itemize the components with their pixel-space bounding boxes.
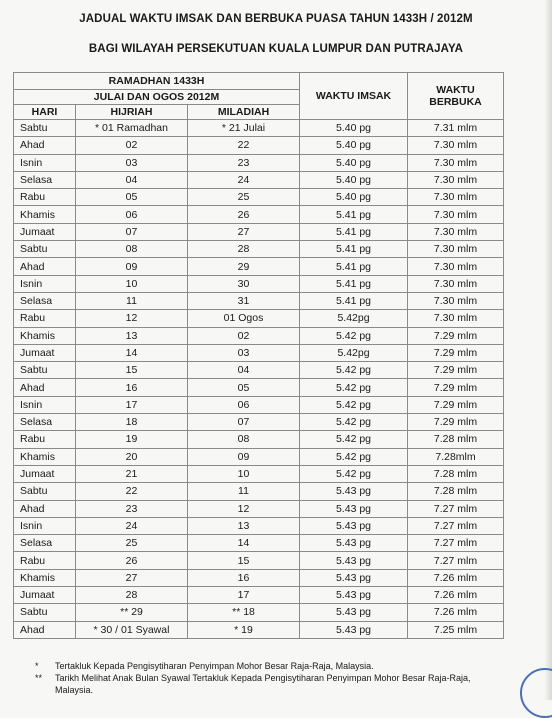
table-row — [14, 448, 504, 465]
cell-hijriah: 26 — [76, 552, 188, 569]
header-ramadhan: RAMADHAN 1433H — [14, 73, 300, 90]
cell-miladiah: 22 — [188, 137, 300, 154]
cell-hijriah: 27 — [76, 569, 188, 586]
cell-miladiah: 06 — [188, 396, 300, 413]
cell-hijriah: 09 — [76, 258, 188, 275]
cell-hari: Rabu — [14, 189, 76, 206]
cell-waktu-berbuka: 7.30 mlm — [408, 223, 504, 240]
cell-miladiah: 09 — [188, 448, 300, 465]
footnote-text: Tarikh Melihat Anak Bulan Syawal Tertakluk Kepada Pengisytiharan Penyimpan Mohor Besar Raja-Raja, Malaysia. — [55, 673, 471, 695]
cell-miladiah: 02 — [188, 327, 300, 344]
cell-waktu-imsak: 5.41 pg — [300, 241, 408, 258]
table-row — [14, 569, 504, 586]
cell-hijriah: 23 — [76, 500, 188, 517]
footnote-mark: * — [35, 661, 39, 671]
table-row — [14, 362, 504, 379]
cell-hari: Ahad — [14, 500, 76, 517]
cell-hari: Ahad — [14, 258, 76, 275]
cell-hari: Sabtu — [14, 120, 76, 137]
cell-waktu-imsak: 5.42 pg — [300, 465, 408, 482]
cell-waktu-imsak: 5.41 pg — [300, 206, 408, 223]
cell-miladiah: 04 — [188, 362, 300, 379]
table-row — [14, 396, 504, 413]
cell-hari: Ahad — [14, 379, 76, 396]
cell-hari: Sabtu — [14, 604, 76, 621]
official-seal-partial — [520, 668, 552, 718]
cell-miladiah: 14 — [188, 535, 300, 552]
cell-miladiah: 08 — [188, 431, 300, 448]
cell-waktu-imsak: 5.42 pg — [300, 379, 408, 396]
cell-hari: Selasa — [14, 171, 76, 188]
cell-miladiah: 16 — [188, 569, 300, 586]
cell-hijriah: 21 — [76, 465, 188, 482]
cell-miladiah: 12 — [188, 500, 300, 517]
cell-miladiah: * 19 — [188, 621, 300, 638]
cell-hari: Rabu — [14, 431, 76, 448]
cell-waktu-berbuka: 7.30 mlm — [408, 275, 504, 292]
cell-hari: Sabtu — [14, 483, 76, 500]
cell-hijriah: ** 29 — [76, 604, 188, 621]
cell-waktu-imsak: 5.43 pg — [300, 535, 408, 552]
cell-miladiah: ** 18 — [188, 604, 300, 621]
cell-waktu-berbuka: 7.30 mlm — [408, 292, 504, 309]
page-edge-shadow — [544, 0, 552, 700]
cell-miladiah: 29 — [188, 258, 300, 275]
cell-hijriah: 14 — [76, 344, 188, 361]
cell-miladiah: 17 — [188, 587, 300, 604]
table-row — [14, 483, 504, 500]
cell-miladiah: 13 — [188, 517, 300, 534]
cell-hari: Selasa — [14, 535, 76, 552]
table-row — [14, 552, 504, 569]
cell-hari: Rabu — [14, 310, 76, 327]
cell-hijriah: 08 — [76, 241, 188, 258]
header-months: JULAI DAN OGOS 2012M — [14, 90, 300, 105]
cell-miladiah: 27 — [188, 223, 300, 240]
table-row — [14, 241, 504, 258]
cell-hari: Ahad — [14, 137, 76, 154]
cell-waktu-berbuka: 7.28 mlm — [408, 483, 504, 500]
cell-waktu-imsak: 5.42pg — [300, 310, 408, 327]
cell-miladiah: 23 — [188, 154, 300, 171]
table-row — [14, 189, 504, 206]
table-row — [14, 292, 504, 309]
cell-hijriah: 07 — [76, 223, 188, 240]
table-row — [14, 120, 504, 137]
cell-miladiah: * 21 Julai — [188, 120, 300, 137]
cell-waktu-imsak: 5.43 pg — [300, 500, 408, 517]
cell-miladiah: 10 — [188, 465, 300, 482]
cell-miladiah: 15 — [188, 552, 300, 569]
cell-hari: Khamis — [14, 569, 76, 586]
cell-waktu-berbuka: 7.30 mlm — [408, 241, 504, 258]
table-row — [14, 621, 504, 638]
table-row — [14, 379, 504, 396]
cell-waktu-imsak: 5.42 pg — [300, 448, 408, 465]
cell-miladiah: 07 — [188, 414, 300, 431]
cell-waktu-berbuka: 7.26 mlm — [408, 604, 504, 621]
cell-waktu-berbuka: 7.27 mlm — [408, 500, 504, 517]
cell-hijriah: 16 — [76, 379, 188, 396]
cell-hari: Jumaat — [14, 465, 76, 482]
cell-hijriah: 13 — [76, 327, 188, 344]
cell-miladiah: 05 — [188, 379, 300, 396]
cell-waktu-berbuka: 7.31 mlm — [408, 120, 504, 137]
table-row — [14, 465, 504, 482]
cell-waktu-berbuka: 7.26 mlm — [408, 587, 504, 604]
cell-hijriah: 02 — [76, 137, 188, 154]
cell-waktu-berbuka: 7.29 mlm — [408, 327, 504, 344]
cell-miladiah: 31 — [188, 292, 300, 309]
cell-hari: Isnin — [14, 275, 76, 292]
cell-waktu-berbuka: 7.30 mlm — [408, 258, 504, 275]
cell-hari: Sabtu — [14, 362, 76, 379]
table-row — [14, 327, 504, 344]
cell-waktu-berbuka: 7.30 mlm — [408, 206, 504, 223]
cell-waktu-imsak: 5.41 pg — [300, 275, 408, 292]
table-row — [14, 223, 504, 240]
cell-hari: Khamis — [14, 327, 76, 344]
header-hijriah: HIJRIAH — [76, 105, 188, 120]
table-row — [14, 206, 504, 223]
header-hari: HARI — [14, 105, 76, 120]
cell-hari: Isnin — [14, 396, 76, 413]
cell-hijriah: 05 — [76, 189, 188, 206]
cell-hari: Ahad — [14, 621, 76, 638]
cell-hijriah: * 01 Ramadhan — [76, 120, 188, 137]
table-row — [14, 604, 504, 621]
table-row — [14, 414, 504, 431]
document-subtitle: BAGI WILAYAH PERSEKUTUAN KUALA LUMPUR DAN PUTRAJAYA — [88, 43, 464, 55]
table-row — [14, 154, 504, 171]
cell-waktu-imsak: 5.43 pg — [300, 483, 408, 500]
cell-waktu-berbuka: 7.29 mlm — [408, 414, 504, 431]
cell-miladiah: 11 — [188, 483, 300, 500]
cell-waktu-imsak: 5.42 pg — [300, 327, 408, 344]
cell-waktu-berbuka: 7.25 mlm — [408, 621, 504, 638]
cell-waktu-imsak: 5.43 pg — [300, 552, 408, 569]
table-row — [14, 310, 504, 327]
cell-hijriah: 18 — [76, 414, 188, 431]
cell-waktu-berbuka: 7.30 mlm — [408, 154, 504, 171]
cell-waktu-imsak: 5.40 pg — [300, 189, 408, 206]
cell-waktu-imsak: 5.42 pg — [300, 396, 408, 413]
cell-waktu-imsak: 5.43 pg — [300, 569, 408, 586]
header-waktu-berbuka — [408, 73, 504, 120]
footnote — [35, 672, 505, 696]
cell-waktu-berbuka: 7.26 mlm — [408, 569, 504, 586]
cell-waktu-berbuka: 7.28 mlm — [408, 431, 504, 448]
cell-hari: Selasa — [14, 414, 76, 431]
table-row — [14, 517, 504, 534]
cell-hari: Isnin — [14, 517, 76, 534]
cell-miladiah: 24 — [188, 171, 300, 188]
cell-hijriah: 20 — [76, 448, 188, 465]
cell-waktu-berbuka: 7.28mlm — [408, 448, 504, 465]
table-row — [14, 587, 504, 604]
header-berbuka-line1: WAKTU — [436, 84, 475, 96]
cell-miladiah: 25 — [188, 189, 300, 206]
table-row — [14, 258, 504, 275]
cell-waktu-berbuka: 7.30 mlm — [408, 137, 504, 154]
cell-miladiah: 03 — [188, 344, 300, 361]
cell-hijriah: 19 — [76, 431, 188, 448]
cell-waktu-imsak: 5.42pg — [300, 344, 408, 361]
cell-hijriah: 24 — [76, 517, 188, 534]
cell-hijriah: 11 — [76, 292, 188, 309]
cell-waktu-berbuka: 7.30 mlm — [408, 310, 504, 327]
cell-hari: Rabu — [14, 552, 76, 569]
cell-miladiah: 01 Ogos — [188, 310, 300, 327]
document-title: JADUAL WAKTU IMSAK DAN BERBUKA PUASA TAHUN 1433H / 2012M — [79, 13, 473, 25]
cell-waktu-imsak: 5.41 pg — [300, 223, 408, 240]
table-row — [14, 137, 504, 154]
cell-hari: Jumaat — [14, 344, 76, 361]
header-miladiah: MILADIAH — [188, 105, 300, 120]
cell-waktu-imsak: 5.42 pg — [300, 362, 408, 379]
cell-waktu-imsak: 5.43 pg — [300, 604, 408, 621]
table-row — [14, 431, 504, 448]
table-row — [14, 171, 504, 188]
cell-waktu-berbuka: 7.30 mlm — [408, 189, 504, 206]
footnote — [35, 660, 505, 672]
cell-waktu-imsak: 5.40 pg — [300, 120, 408, 137]
cell-waktu-imsak: 5.42 pg — [300, 431, 408, 448]
cell-waktu-imsak: 5.40 pg — [300, 154, 408, 171]
footnote-mark: ** — [35, 673, 43, 683]
cell-hijriah: 06 — [76, 206, 188, 223]
cell-waktu-berbuka: 7.27 mlm — [408, 517, 504, 534]
cell-waktu-berbuka: 7.27 mlm — [408, 552, 504, 569]
cell-waktu-imsak: 5.40 pg — [300, 171, 408, 188]
schedule-table — [13, 72, 504, 639]
cell-hari: Selasa — [14, 292, 76, 309]
cell-waktu-imsak: 5.40 pg — [300, 137, 408, 154]
cell-waktu-imsak: 5.43 pg — [300, 587, 408, 604]
cell-waktu-berbuka: 7.27 mlm — [408, 535, 504, 552]
cell-waktu-imsak: 5.41 pg — [300, 292, 408, 309]
cell-hari: Khamis — [14, 448, 76, 465]
cell-waktu-imsak: 5.43 pg — [300, 517, 408, 534]
cell-hari: Isnin — [14, 154, 76, 171]
cell-hijriah: * 30 / 01 Syawal — [76, 621, 188, 638]
cell-hijriah: 28 — [76, 587, 188, 604]
footnotes — [35, 660, 505, 696]
table-row — [14, 535, 504, 552]
cell-hijriah: 22 — [76, 483, 188, 500]
cell-waktu-berbuka: 7.29 mlm — [408, 344, 504, 361]
cell-hijriah: 17 — [76, 396, 188, 413]
cell-hari: Khamis — [14, 206, 76, 223]
schedule-rows — [14, 120, 504, 639]
cell-waktu-berbuka: 7.29 mlm — [408, 362, 504, 379]
cell-hijriah: 03 — [76, 154, 188, 171]
cell-waktu-berbuka: 7.29 mlm — [408, 379, 504, 396]
cell-miladiah: 28 — [188, 241, 300, 258]
cell-hijriah: 25 — [76, 535, 188, 552]
table-row — [14, 275, 504, 292]
cell-hari: Sabtu — [14, 241, 76, 258]
cell-waktu-imsak: 5.43 pg — [300, 621, 408, 638]
cell-miladiah: 26 — [188, 206, 300, 223]
header-waktu-imsak: WAKTU IMSAK — [300, 73, 408, 120]
cell-waktu-berbuka: 7.30 mlm — [408, 171, 504, 188]
cell-waktu-imsak: 5.41 pg — [300, 258, 408, 275]
footnote-text: Tertakluk Kepada Pengisytiharan Penyimpan Mohor Besar Raja-Raja, Malaysia. — [55, 661, 374, 671]
cell-hijriah: 12 — [76, 310, 188, 327]
cell-hijriah: 04 — [76, 171, 188, 188]
table-row — [14, 344, 504, 361]
cell-miladiah: 30 — [188, 275, 300, 292]
header-berbuka-line2: BERBUKA — [429, 96, 482, 108]
cell-waktu-imsak: 5.42 pg — [300, 414, 408, 431]
table-row — [14, 500, 504, 517]
cell-hijriah: 15 — [76, 362, 188, 379]
cell-hari: Jumaat — [14, 587, 76, 604]
cell-hari: Jumaat — [14, 223, 76, 240]
cell-hijriah: 10 — [76, 275, 188, 292]
cell-waktu-berbuka: 7.29 mlm — [408, 396, 504, 413]
cell-waktu-berbuka: 7.28 mlm — [408, 465, 504, 482]
